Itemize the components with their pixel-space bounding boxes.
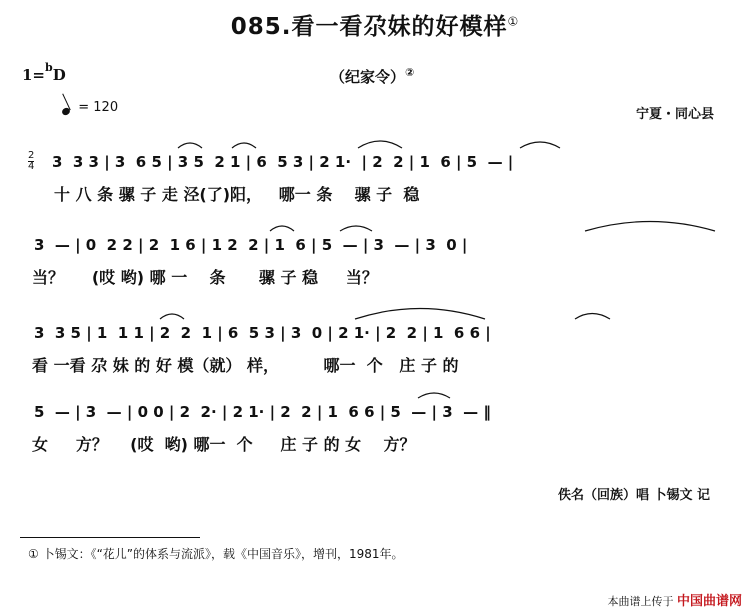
slur-arc bbox=[355, 309, 485, 320]
score-line-3-notes: 3 3 5 | 1 1 1 | 2 2 1 | 6 5 3 | 3 0 | 2 1· | 2 2 | 1 6 6 | bbox=[34, 324, 491, 342]
footnote-text: ① 卜锡文：《“花儿”的体系与流派》，载《中国音乐》，增刊，1981年。 bbox=[28, 547, 404, 561]
score-line-1-lyrics: 十 八 条 骡 子 走 泾(了)阳， 哪一 条 骡 子 稳 bbox=[54, 185, 420, 204]
slur-arc bbox=[340, 226, 372, 231]
slur-arc bbox=[270, 226, 294, 231]
time-signature-top: 2 bbox=[28, 150, 35, 161]
slur-arc bbox=[232, 143, 256, 148]
score-line-2-lyrics: 当？ (哎 哟) 哪 一 条 骡 子 稳 当？ bbox=[32, 268, 378, 287]
origin-label: 宁夏・同心县 bbox=[635, 107, 714, 122]
subtitle-footnote-mark: ② bbox=[405, 66, 415, 79]
slur-arc bbox=[160, 314, 184, 319]
score-line-4-notes: 5 — | 3 — | 0 0 | 2 2· | 2 1· | 2 2 | 1 6 6 | 5 — | 3 — ‖ bbox=[34, 403, 491, 421]
flat-sign: b bbox=[45, 61, 53, 74]
score-line-3-lyrics: 看 一看 尕 妹 的 好 模（就） 样， 哪一 个 庄 子 的 bbox=[32, 356, 459, 375]
title-footnote-mark: ① bbox=[507, 14, 520, 29]
score-line-2-notes: 3 — | 0 2 2 | 2 1 6 | 1 2 2 | 1 6 | 5 — | 3 — | 3 0 | bbox=[34, 236, 468, 254]
credit-line: 佚名（回族）唱 卜锡文 记 bbox=[557, 488, 710, 503]
slur-arc bbox=[358, 141, 402, 148]
key-prefix: 1= bbox=[22, 66, 46, 84]
subtitle-text: （纪家令） bbox=[330, 68, 406, 86]
site-logo[interactable]: 中国曲谱网 bbox=[676, 594, 742, 609]
tempo-value: = 120 bbox=[78, 100, 119, 115]
slur-arc bbox=[575, 314, 610, 320]
slur-arc bbox=[418, 393, 450, 398]
key-note: D bbox=[52, 66, 66, 84]
title-text: 085.看一看尕妹的好模样 bbox=[230, 14, 508, 40]
upload-note bbox=[607, 590, 742, 609]
time-signature-bottom: 4 bbox=[28, 161, 35, 172]
slur-arc bbox=[520, 142, 560, 148]
upload-text: 本曲谱上传于 bbox=[607, 595, 674, 608]
slur-arc bbox=[178, 143, 202, 148]
score-line-1-notes: 3 3 3 | 3 6 5 | 3 5 2 1 | 6 5 3 | 2 1· | 2 2 | 1 6 | 5 — | bbox=[52, 153, 514, 171]
slur-arc bbox=[585, 222, 715, 232]
footnote-divider bbox=[20, 537, 200, 538]
score-line-4-lyrics: 女 方？ (哎 哟) 哪一 个 庄 子 的 女 方？ bbox=[32, 435, 416, 454]
